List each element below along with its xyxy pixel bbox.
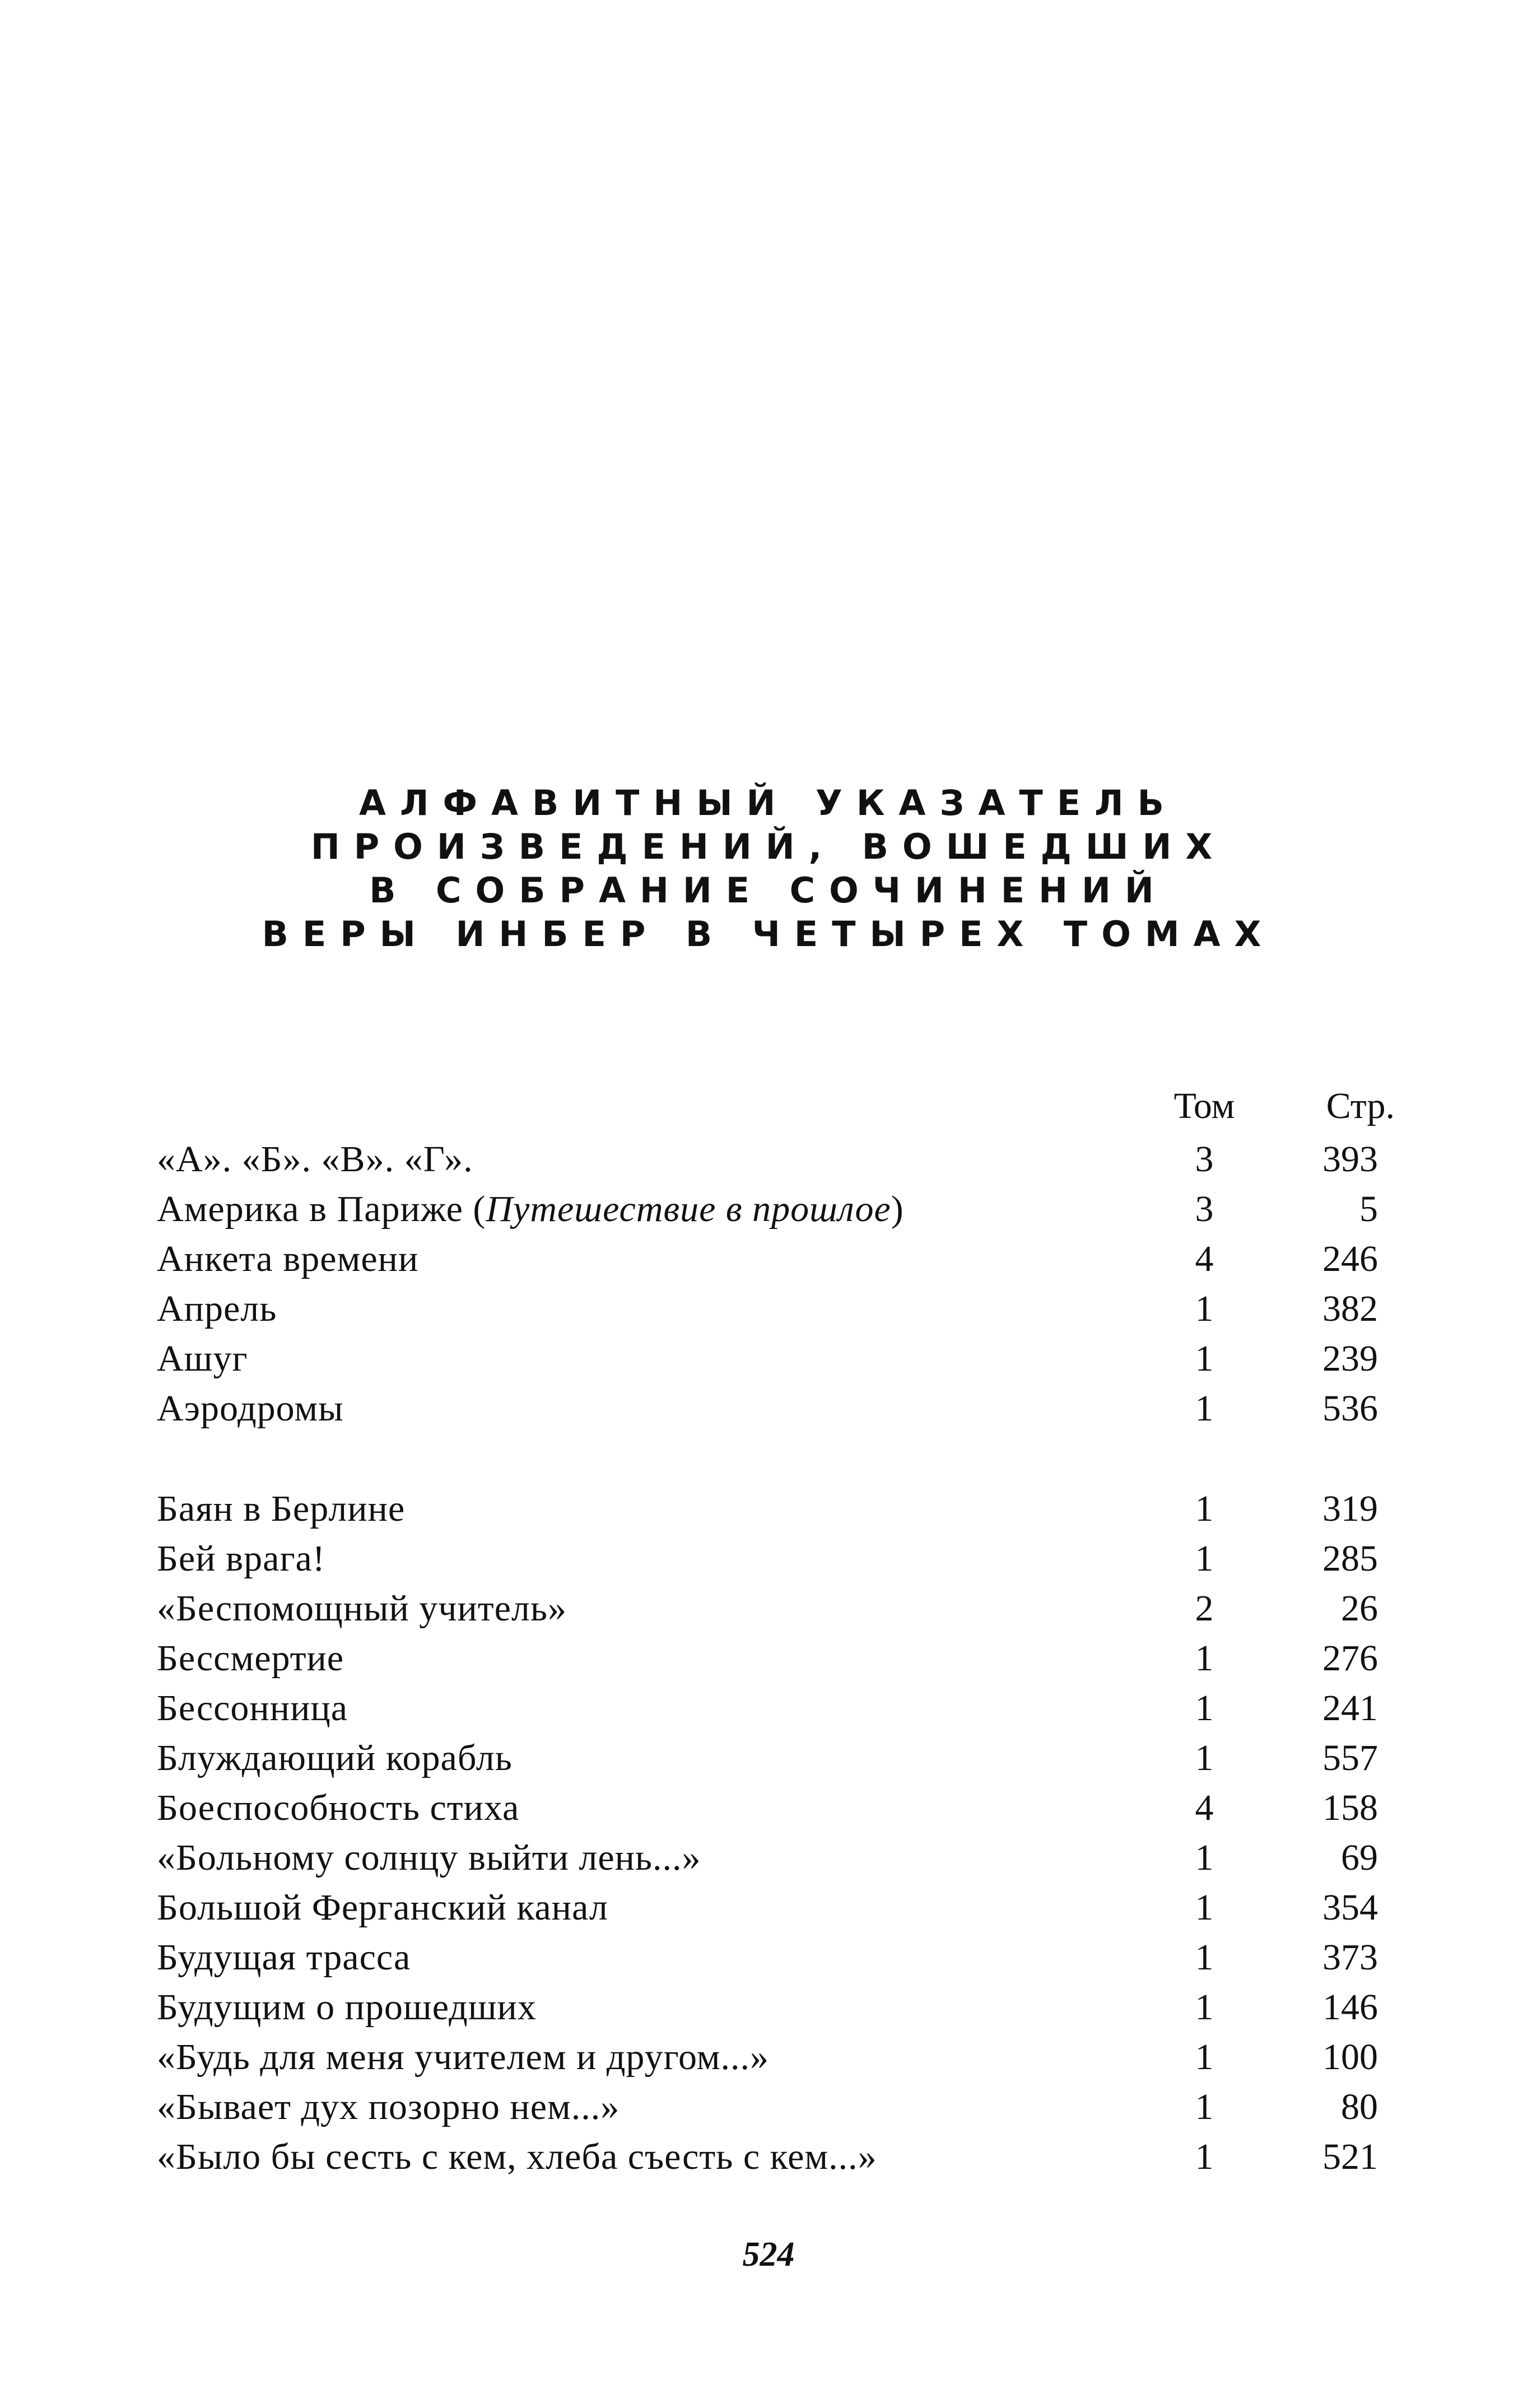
entry-title: Будущая трасса <box>157 1937 411 1978</box>
entry-page: 319 <box>1322 1488 1378 1529</box>
entry-title: Анкета времени <box>157 1238 419 1279</box>
entry-page: 393 <box>1322 1139 1378 1180</box>
index-entry <box>0 1384 1537 1433</box>
entry-page: 521 <box>1322 2136 1378 2177</box>
entry-volume: 1 <box>1195 1937 1214 1978</box>
index-entry <box>0 1683 1537 1733</box>
entry-title: Бей врага! <box>157 1538 325 1579</box>
index-entry <box>0 1833 1537 1883</box>
entry-page: 241 <box>1322 1688 1378 1729</box>
page-column-header: Стр. <box>1326 1086 1395 1126</box>
heading-line: В СОБРАНИЕ СОЧИНЕНИЙ <box>369 870 1168 911</box>
entry-volume: 1 <box>1195 1887 1214 1928</box>
heading-line: ПРОИЗВЕДЕНИЙ, ВОШЕДШИХ <box>310 826 1227 867</box>
entry-page: 158 <box>1322 1787 1378 1828</box>
entry-volume: 1 <box>1195 1338 1214 1379</box>
entry-volume: 1 <box>1195 2136 1214 2177</box>
column-headers <box>0 1084 1537 1129</box>
entry-title: Аэродромы <box>157 1388 344 1429</box>
index-entry <box>0 1334 1537 1384</box>
entry-volume: 1 <box>1195 1388 1214 1429</box>
entry-volume: 3 <box>1195 1139 1214 1180</box>
index-group-a <box>0 1134 1537 1433</box>
entry-page: 276 <box>1322 1638 1378 1679</box>
entry-title: Будущим о прошедших <box>157 1987 537 2028</box>
entry-page: 536 <box>1322 1388 1378 1429</box>
index-list <box>0 1134 1537 2182</box>
index-entry <box>0 1534 1537 1583</box>
entry-title-text: Америка в Париже ( <box>157 1189 486 1229</box>
entry-title: Блуждающий корабль <box>157 1738 513 1778</box>
heading-line: АЛФАВИТНЫЙ УКАЗАТЕЛЬ <box>359 783 1178 823</box>
index-entry <box>0 1733 1537 1783</box>
entry-title: «А». «Б». «В». «Г». <box>157 1139 473 1180</box>
entry-page: 246 <box>1322 1238 1378 1279</box>
index-entry <box>0 1284 1537 1334</box>
entry-title-end: ) <box>891 1189 904 1229</box>
entry-title: Бессонница <box>157 1688 348 1729</box>
index-entry <box>0 1484 1537 1534</box>
index-entry <box>0 1982 1537 2032</box>
entry-page: 100 <box>1322 2037 1378 2078</box>
entry-volume: 1 <box>1195 2037 1214 2078</box>
index-entry <box>0 1883 1537 1932</box>
entry-volume: 2 <box>1195 1588 1214 1629</box>
entry-page: 354 <box>1322 1887 1378 1928</box>
index-entry <box>0 1932 1537 1982</box>
entry-page: 382 <box>1322 1288 1378 1329</box>
entry-page: 26 <box>1341 1588 1378 1629</box>
entry-page: 69 <box>1341 1837 1378 1878</box>
entry-page: 373 <box>1322 1937 1378 1978</box>
page-number: 524 <box>742 2235 795 2274</box>
entry-volume: 4 <box>1195 1787 1214 1828</box>
entry-title: Боеспособность стиха <box>157 1787 520 1828</box>
entry-volume: 1 <box>1195 1987 1214 2028</box>
entry-volume: 4 <box>1195 1238 1214 1279</box>
entry-subtitle: Путешествие в прошлое <box>486 1189 891 1229</box>
entry-page: 239 <box>1322 1338 1378 1379</box>
index-heading <box>0 781 1537 956</box>
heading-line: ВЕРЫ ИНБЕР В ЧЕТЫРЕХ ТОМАХ <box>262 914 1275 954</box>
entry-volume: 3 <box>1195 1189 1214 1229</box>
entry-volume: 1 <box>1195 1288 1214 1329</box>
entry-page: 80 <box>1341 2086 1378 2127</box>
entry-page: 285 <box>1322 1538 1378 1579</box>
entry-volume: 1 <box>1195 1738 1214 1778</box>
entry-volume: 1 <box>1195 2086 1214 2127</box>
entry-title <box>157 1184 904 1234</box>
index-entry <box>0 2032 1537 2082</box>
entry-page: 557 <box>1322 1738 1378 1778</box>
index-group-b <box>0 1484 1537 2182</box>
index-entry <box>0 2082 1537 2132</box>
entry-volume: 1 <box>1195 1488 1214 1529</box>
entry-title: «Больному солнцу выйти лень...» <box>157 1837 701 1878</box>
entry-title: «Будь для меня учителем и другом...» <box>157 2037 769 2078</box>
entry-title: «Было бы сесть с кем, хлеба съесть с кем...» <box>157 2136 877 2177</box>
entry-volume: 1 <box>1195 1538 1214 1579</box>
entry-volume: 1 <box>1195 1688 1214 1729</box>
entry-page: 146 <box>1322 1987 1378 2028</box>
entry-title: «Бывает дух позорно нем...» <box>157 2086 620 2127</box>
entry-title: Большой Ферганский канал <box>157 1887 608 1928</box>
entry-volume: 1 <box>1195 1837 1214 1878</box>
index-entry <box>0 2132 1537 2182</box>
volume-column-header: Том <box>1173 1086 1235 1126</box>
index-entry <box>0 1134 1537 1184</box>
index-entry <box>0 1184 1537 1234</box>
index-entry <box>0 1783 1537 1833</box>
entry-title: Баян в Берлине <box>157 1488 406 1529</box>
entry-title: Бессмертие <box>157 1638 344 1679</box>
index-entry <box>0 1234 1537 1284</box>
entry-volume: 1 <box>1195 1638 1214 1679</box>
entry-title: Ашуг <box>157 1338 248 1379</box>
entry-title: Апрель <box>157 1288 277 1329</box>
entry-page: 5 <box>1359 1189 1378 1229</box>
index-entry <box>0 1633 1537 1683</box>
index-entry <box>0 1583 1537 1633</box>
entry-title: «Беспомощный учитель» <box>157 1588 567 1629</box>
